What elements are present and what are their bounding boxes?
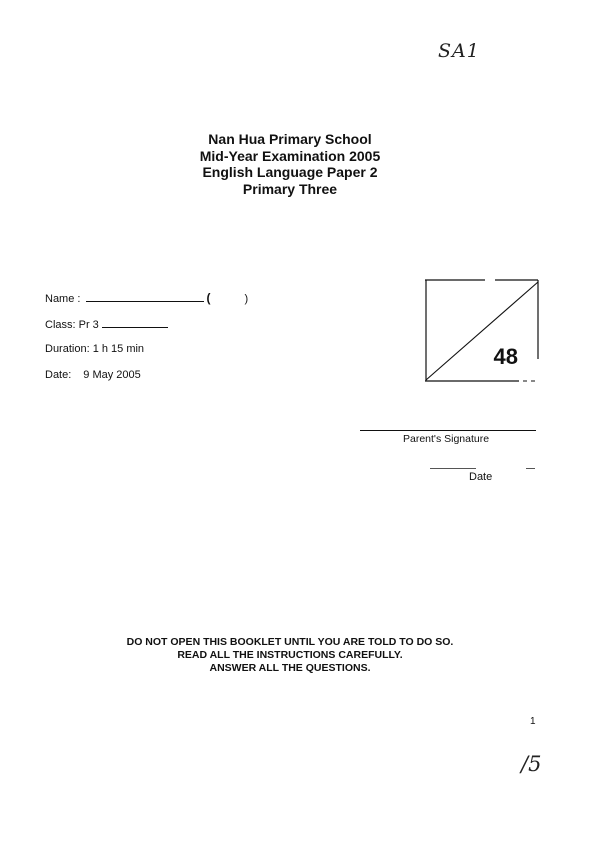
name-row bbox=[45, 291, 248, 305]
exam-title: Mid-Year Examination 2005 bbox=[199, 147, 381, 164]
signature-date-line[interactable] bbox=[430, 468, 476, 469]
school-name: Nan Hua Primary School bbox=[208, 131, 372, 147]
date-row bbox=[45, 369, 141, 381]
name-field[interactable] bbox=[86, 292, 204, 302]
class-row bbox=[45, 318, 168, 331]
page-number: 1 bbox=[530, 716, 536, 727]
date-label: Date: bbox=[45, 369, 72, 381]
parent-signature-label: Parent's Signature bbox=[403, 433, 490, 445]
marks-box bbox=[425, 279, 539, 382]
duration-text: Duration: 1 h 15 min bbox=[45, 343, 145, 355]
title-block bbox=[0, 131, 580, 197]
instruction-line: ANSWER ALL THE QUESTIONS. bbox=[209, 662, 371, 674]
handwritten-bottom-mark: /5 bbox=[521, 752, 542, 776]
class-field[interactable] bbox=[102, 318, 168, 328]
signature-date-label: Date bbox=[469, 471, 493, 483]
class-label: Class: Pr 3 bbox=[45, 319, 99, 331]
name-label: Name : bbox=[45, 293, 81, 305]
marks-box-frame bbox=[425, 279, 539, 382]
signature-date-line-end bbox=[526, 468, 535, 469]
instruction-line: DO NOT OPEN THIS BOOKLET UNTIL YOU ARE TOLD TO DO SO. bbox=[126, 636, 454, 648]
instruction-line: READ ALL THE INSTRUCTIONS CAREFULLY. bbox=[177, 649, 403, 661]
paper-title: English Language Paper 2 bbox=[202, 164, 378, 180]
index-bracket-open: ( bbox=[206, 291, 211, 305]
handwritten-top-mark: SA1 bbox=[438, 40, 480, 62]
date-value: 9 May 2005 bbox=[83, 369, 141, 381]
level-title: Primary Three bbox=[242, 180, 338, 197]
marks-score: 48 bbox=[493, 344, 518, 369]
index-bracket-close: ) bbox=[244, 293, 249, 305]
instructions bbox=[0, 636, 580, 675]
signature-line[interactable] bbox=[360, 430, 536, 431]
